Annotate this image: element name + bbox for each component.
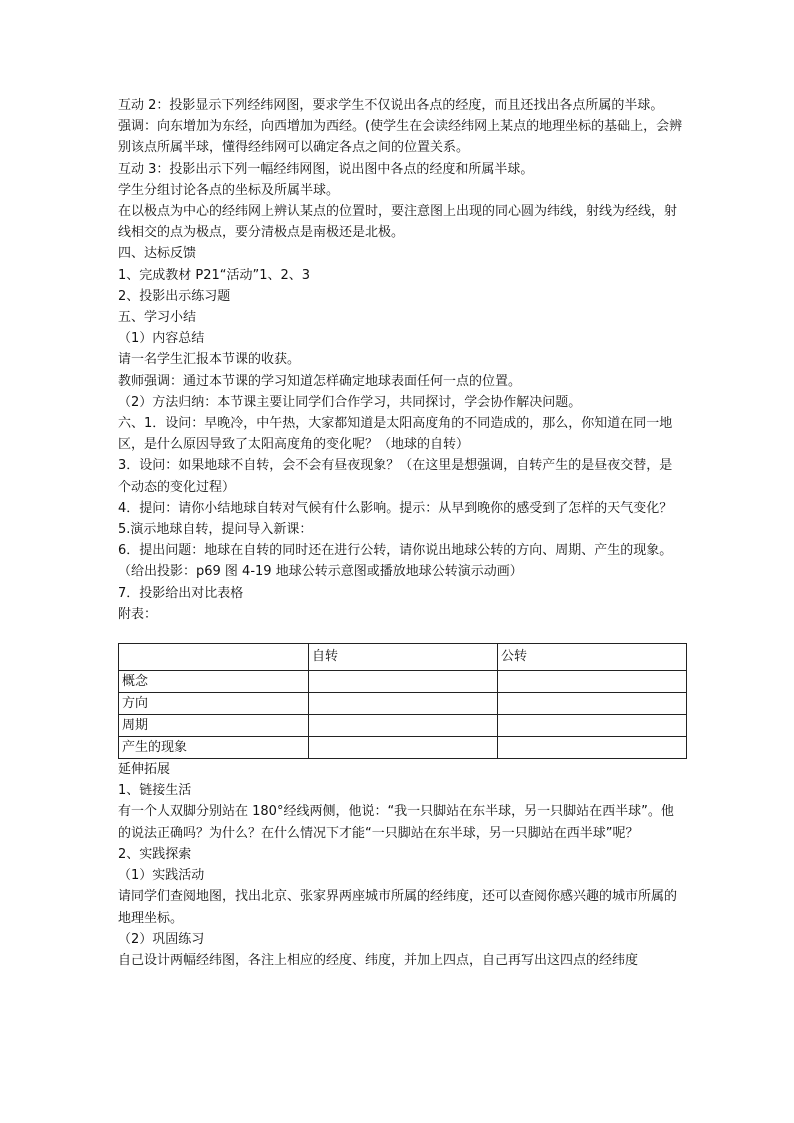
paragraph-item-7: 7．投影给出对比表格 [118,585,244,601]
table-row [119,693,687,715]
subheading-content-summary: （1）内容总结 [118,331,205,347]
table-cell [498,737,687,759]
table-cell: 产生的现象 [119,737,309,759]
paragraph-polar-grid-note: 在以极点为中心的经纬网上辨认某点的位置时，要注意图上出现的同心圆为纬线，射线为经线，射线相交的点为极点，要分清极点是南极还是北极。 [118,204,678,241]
paragraph-question-3: 3．设问：如果地球不自转，会不会有昼夜现象？（在这里是想强调，自转产生的是昼夜交替，是个动态的变化过程） [118,458,673,495]
table-row [119,671,687,693]
subheading-practice: 2、实践探索 [118,846,192,862]
table-cell [309,693,498,715]
paragraph-emphasis: 强调：向东增加为东经，向西增加为西经。(使学生在会读经纬网上某点的地理坐标的基础上，会辨别该点所属半球，懂得经纬网可以确定各点之间的位置关系。 [118,119,683,156]
subheading-practice-activity: （1）实践活动 [118,868,205,884]
paragraph-item-5: 5.演示地球自转，提问导入新课： [118,522,313,538]
table-row [119,737,687,759]
paragraph-appendix-label: 附表： [118,606,158,622]
paragraph-question-4: 4．提问：请你小结地球自转对气候有什么影响。提示：从早到晚你的感受到了怎样的天气变化？ [118,500,673,516]
table-header-cell: 自转 [309,644,498,671]
paragraph-interaction-2: 互动 2：投影显示下列经纬网图，要求学生不仅说出各点的经度，而且还找出各点所属的半球。 [118,98,664,113]
paragraph-interaction-3: 互动 3：投影出示下列一幅经纬网图，说出图中各点的经度和所属半球。 [118,161,534,177]
table-cell: 周期 [119,715,309,737]
table-header-cell: 公转 [498,644,687,671]
table-cell [498,715,687,737]
paragraph-student-report: 请一名学生汇报本节课的收获。 [118,352,301,368]
document-page [118,95,684,971]
paragraph-design-grid: 自己设计两幅经纬图，各注上相应的经度、纬度，并加上四点，自己再写出这四点的经纬度 [118,952,639,968]
table-cell [309,737,498,759]
paragraph-group-discussion: 学生分组讨论各点的坐标及所属半球。 [118,182,340,198]
paragraph-question-6: 6．提出问题：地球在自转的同时还在进行公转，请你说出地球公转的方向、周期、产生的现象。（给出投影：p69 图 4-19 地球公转示意图或播放地球公转演示动画） [118,543,673,580]
table-cell [498,671,687,693]
table-cell [498,693,687,715]
paragraph-method-summary: （2）方法归纳：本节课主要让同学们合作学习，共同探讨，学会协作解决问题。 [118,394,582,410]
list-item-textbook-activity: 1、完成教材 P21“活动”1、2、3 [118,267,311,283]
table-row [119,715,687,737]
list-item-exercises: 2、投影出示练习题 [118,288,231,304]
table-cell [309,671,498,693]
table-cell [309,715,498,737]
paragraph-question-1: 六、1．设问：早晚冷，中午热，大家都知道是太阳高度角的不同造成的，那么，你知道在同一地区，是什么原因导致了太阳高度角的变化呢？（地球的自转） [118,416,673,453]
section-heading-extension: 延伸拓展 [118,762,171,778]
section-heading-feedback: 四、达标反馈 [118,246,197,262]
table-header-cell [119,644,309,671]
spacer [118,625,684,643]
subheading-life-link: 1、链接生活 [118,783,192,799]
table-cell: 方向 [119,693,309,715]
comparison-table [118,643,687,759]
table-header-row [119,644,687,671]
subheading-consolidation: （2）巩固练习 [118,931,205,947]
paragraph-teacher-emphasis: 教师强调：通过本节课的学习知道怎样确定地球表面任何一点的位置。 [118,373,522,389]
table-cell: 概念 [119,671,309,693]
paragraph-map-lookup: 请同学们查阅地图，找出北京、张家界两座城市所属的经纬度，还可以查阅你感兴趣的城市所属的地理坐标。 [118,889,678,926]
section-heading-summary: 五、学习小结 [118,310,197,326]
paragraph-180-meridian-question: 有一个人双脚分别站在 180°经线两侧，他说：“我一只脚站在东半球，另一只脚站在西半球”。他的说法正确吗？为什么？在什么情况下才能“一只脚站在东半球，另一只脚站在西半球”呢？ [118,804,674,841]
